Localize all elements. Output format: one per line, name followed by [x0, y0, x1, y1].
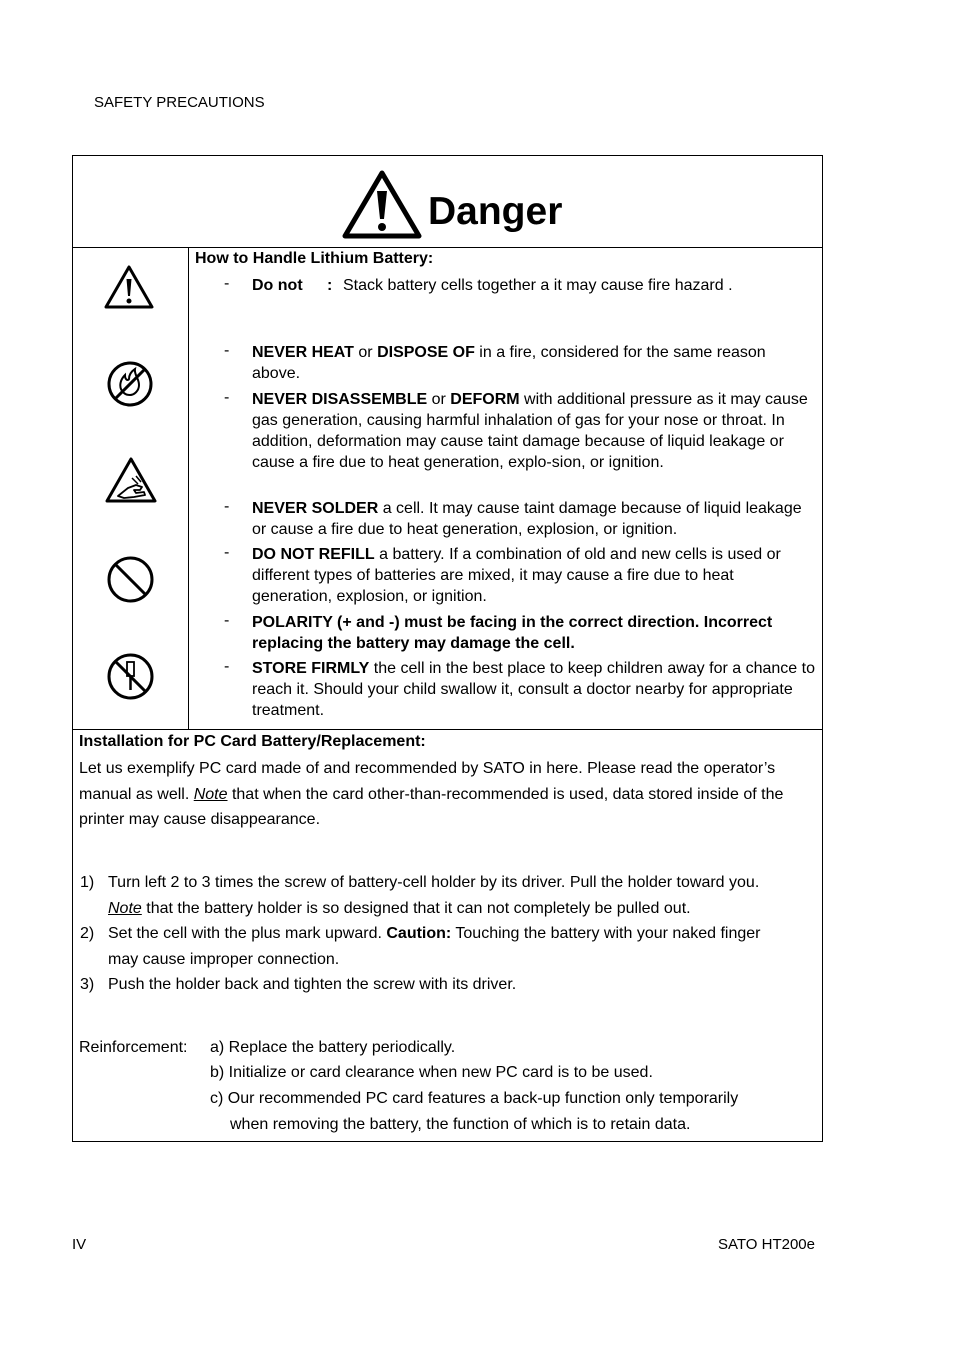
never-heat-item [252, 342, 817, 384]
bold-phrase: NEVER SOLDER [252, 500, 379, 517]
divider [72, 729, 823, 730]
polarity-item: POLARITY (+ and -) must be facing in the correct direction. Incorrect replacing the battery may damage the cell. [252, 614, 773, 652]
divider [72, 247, 823, 248]
list-dash: - [224, 498, 230, 515]
product-name: SATO HT200e [718, 1236, 815, 1253]
note-word: Note [193, 785, 228, 803]
reinforcement-c-continued: when removing the battery, the function of which is to retain data. [230, 1116, 691, 1133]
step-number: 2) [80, 925, 95, 942]
danger-warning-icon [342, 169, 422, 239]
step-text: that the battery holder is so designed that it can not completely be pulled out. [141, 899, 691, 917]
reinforcement-c: c) Our recommended PC card features a back-up function only temporarily [210, 1090, 739, 1107]
installation-heading: Installation for PC Card Battery/Replacement: [79, 733, 426, 750]
list-dash: - [224, 275, 230, 292]
list-dash: - [224, 389, 230, 406]
list-dash: - [224, 342, 230, 359]
battery-heading: How to Handle Lithium Battery: [195, 250, 434, 267]
do-not-colon: : [327, 277, 333, 294]
step-text: Turn left 2 to 3 times the screw of battery-cell holder by its driver. Pull the holder toward you. [108, 874, 760, 891]
store-firmly-item [252, 658, 817, 721]
do-not-label: Do not [252, 277, 303, 294]
intro-text: Let us exemplify PC card made of and recommended by SATO in here. Please read the operator’s manual as well. [79, 760, 776, 803]
no-disassemble-icon [106, 652, 155, 701]
running-header: SAFETY PRECAUTIONS [94, 94, 265, 111]
bold-phrase: DEFORM [450, 391, 520, 408]
list-dash: - [224, 612, 230, 629]
list-dash: - [224, 658, 230, 675]
step-number: 3) [80, 976, 95, 993]
item-text: a battery. If a combination of old and new cells is used or different types of batteries are mixed, it may cause a fire due to heat generation, explosion, or ignition. [252, 546, 781, 605]
hand-caution-icon [104, 456, 158, 504]
bold-phrase: NEVER HEAT [252, 344, 354, 361]
step-text: Set the cell with the plus mark upward. [108, 925, 387, 942]
step-number: 1) [80, 874, 95, 891]
warning-triangle-icon [103, 264, 155, 310]
reinforcement-a: a) Replace the battery periodically. [210, 1039, 456, 1056]
step-3: Push the holder back and tighten the screw with its driver. [108, 976, 517, 993]
reinforcement-b: b) Initialize or card clearance when new PC card is to be used. [210, 1064, 653, 1081]
never-solder-item [252, 498, 817, 540]
danger-title: Danger [428, 190, 563, 233]
bold-phrase: DO NOT REFILL [252, 546, 375, 563]
connector: or [353, 344, 378, 361]
prohibited-icon [106, 555, 155, 604]
intro-text: that when the card other-than-recommended is used, data stored inside of the printer may cause disappearance. [79, 785, 784, 828]
bold-phrase: DISPOSE OF [377, 344, 475, 361]
reinforcement-label: Reinforcement: [79, 1039, 188, 1056]
item-text: in a fire, considered for the same reason above. [252, 344, 766, 382]
caution-label: Caution: [386, 925, 452, 942]
list-dash: - [224, 544, 230, 561]
step-2 [108, 921, 788, 972]
item-text: a cell. It may cause taint damage because of liquid leakage or cause a fire due to heat generation, explosion, or ignition. [252, 500, 802, 538]
page-number: IV [72, 1236, 87, 1253]
bold-phrase: NEVER DISASSEMBLE [252, 391, 428, 408]
item-text: with additional pressure as it may cause gas generation, causing harmful inhalation of gas for your nose or throat. In addition, deformation may cause taint damage because of liquid leakage or cause a fire due to heat generation, explo-sion, or ignition. [252, 391, 808, 471]
note-word: Note [108, 899, 142, 917]
do-not-text: Stack battery cells together a it may cause fire hazard . [343, 277, 733, 294]
step-1 [108, 870, 818, 921]
item-text: the cell in the best place to keep children away for a chance to reach it. Should your child swallow it, consult a doctor nearby for appropriate treatment. [252, 660, 815, 719]
installation-intro [79, 756, 799, 833]
step-text: Touching the battery with your naked finger may cause improper connection. [108, 925, 761, 968]
bold-phrase: STORE FIRMLY [252, 660, 370, 677]
do-not-refill-item [252, 544, 817, 607]
never-disassemble-item [252, 389, 817, 473]
icon-column-divider [188, 247, 189, 729]
connector: or [427, 391, 451, 408]
no-fire-icon [106, 360, 154, 408]
